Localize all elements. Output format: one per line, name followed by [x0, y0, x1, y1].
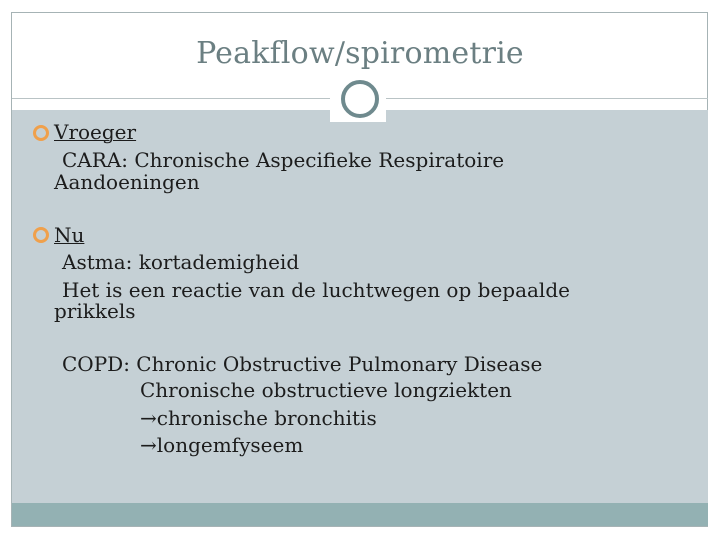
body-line: Het is een reactie van de luchtwegen op bepaalde: [62, 278, 570, 302]
body-line: prikkels: [54, 299, 136, 323]
body-line: →chronische bronchitis: [140, 406, 377, 430]
body-line: CARA: Chronische Aspecifieke Respiratoire: [62, 148, 505, 172]
body-line: →longemfyseem: [140, 433, 304, 457]
slide-title: Peakflow/spirometrie: [196, 36, 524, 71]
hollow-circle-bullet-icon: [33, 125, 49, 141]
body-line: Chronische obstructieve longziekten: [140, 378, 512, 402]
circle-ring-icon: [341, 80, 379, 118]
body-line: Aandoeningen: [54, 170, 200, 194]
section-heading-vroeger: Vroeger: [54, 120, 137, 144]
section-heading-nu: Nu: [54, 223, 85, 247]
hollow-circle-bullet-icon: [33, 227, 49, 243]
body-line: Astma: kortademigheid: [62, 250, 300, 274]
bottom-bar: [12, 503, 708, 526]
body-line: COPD: Chronic Obstructive Pulmonary Disease: [62, 352, 543, 376]
